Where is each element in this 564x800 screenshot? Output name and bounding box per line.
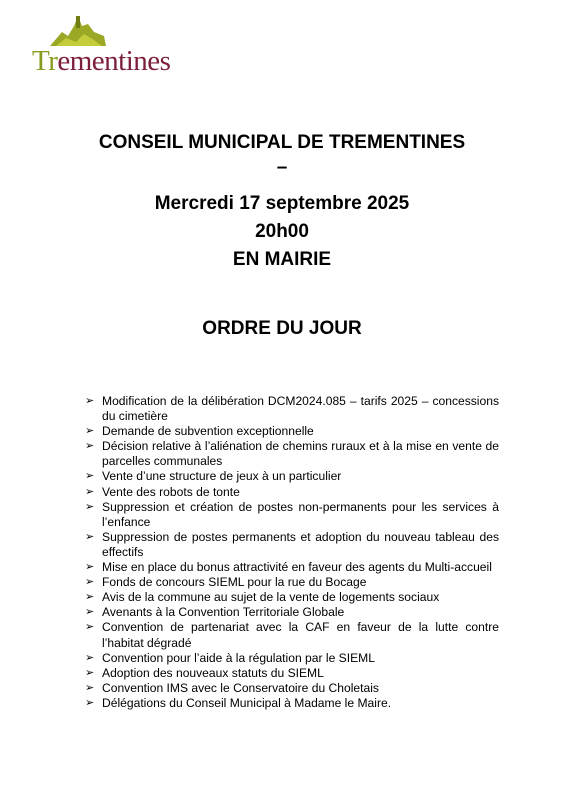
agenda-item	[85, 605, 499, 620]
agenda-item-text: Modification de la délibération DCM2024.085 – tarifs 2025 – concessions du cimetière	[102, 394, 499, 424]
agenda-item	[85, 575, 499, 590]
agenda-item-text: Délégations du Conseil Municipal à Madame le Maire.	[102, 695, 392, 710]
arrow-bullet-icon: ➢	[85, 395, 95, 407]
arrow-bullet-icon: ➢	[85, 651, 95, 664]
arrow-bullet-icon: ➢	[85, 591, 95, 604]
arrow-bullet-icon: ➢	[85, 681, 95, 694]
agenda-item-text: Avenants à la Convention Territoriale Globale	[102, 605, 345, 620]
agenda-item	[85, 439, 499, 469]
agenda-item-text: Convention de partenariat avec la CAF en faveur de la lutte contre l’habitat dégradé	[102, 620, 499, 650]
arrow-bullet-icon: ➢	[85, 606, 95, 619]
agenda-item-text: Suppression et création de postes non-permanents pour les services à l’enfance	[102, 499, 499, 529]
title-dash: –	[276, 157, 288, 178]
arrow-bullet-icon: ➢	[85, 425, 95, 438]
agenda-item	[85, 469, 499, 484]
agenda-title: ORDRE DU JOUR	[202, 318, 362, 339]
meeting-time: 20h00	[255, 221, 309, 242]
agenda-item-text: Fonds de concours SIEML pour la rue du Bocage	[102, 575, 367, 590]
agenda-item-text: Vente des robots de tonte	[102, 484, 240, 499]
logo-text-part1: Tr	[32, 45, 58, 77]
meeting-place: EN MAIRIE	[232, 249, 332, 270]
agenda-item-text: Demande de subvention exceptionnelle	[102, 424, 314, 439]
agenda-item	[85, 590, 499, 605]
agenda-item-text: Mise en place du bonus attractivité en faveur des agents du Multi-accueil	[102, 560, 492, 575]
trementines-logo	[30, 12, 180, 77]
arrow-bullet-icon: ➢	[85, 485, 95, 498]
logo-text-part2: ementines	[57, 45, 171, 77]
agenda-item-text: Décision relative à l’aliénation de chemins ruraux et à la mise en vente de parcelles communales	[102, 439, 499, 469]
agenda-item	[85, 651, 499, 666]
agenda-item	[85, 530, 499, 560]
arrow-bullet-icon: ➢	[85, 696, 95, 709]
agenda-item	[85, 394, 499, 424]
agenda-item	[85, 620, 499, 650]
arrow-bullet-icon: ➢	[85, 666, 95, 679]
arrow-bullet-icon: ➢	[85, 621, 95, 634]
agenda-item-text: Convention IMS avec le Conservatoire du Choletais	[102, 680, 379, 695]
agenda-item	[85, 500, 499, 530]
agenda-item-text: Adoption des nouveaux statuts du SIEML	[102, 665, 324, 680]
arrow-bullet-icon: ➢	[85, 561, 95, 574]
agenda-item	[85, 424, 499, 439]
arrow-bullet-icon: ➢	[85, 576, 95, 589]
agenda-list	[85, 394, 499, 711]
arrow-bullet-icon: ➢	[85, 440, 95, 453]
agenda-item	[85, 681, 499, 696]
agenda-item-text: Avis de la commune au sujet de la vente de logements sociaux	[102, 590, 440, 605]
page-title: CONSEIL MUNICIPAL DE TREMENTINES	[98, 132, 466, 153]
agenda-item-text: Convention pour l’aide à la régulation par le SIEML	[102, 650, 375, 665]
arrow-bullet-icon: ➢	[85, 500, 95, 513]
agenda-item	[85, 485, 499, 500]
agenda-item-text: Vente d’une structure de jeux à un particulier	[102, 469, 342, 484]
header-block	[0, 130, 564, 272]
logo-wordmark	[32, 46, 170, 76]
agenda-item	[85, 560, 499, 575]
agenda-item	[85, 666, 499, 681]
agenda-item	[85, 696, 499, 711]
arrow-bullet-icon: ➢	[85, 530, 95, 543]
agenda-item-text: Suppression de postes permanents et adoption du nouveau tableau des effectifs	[102, 529, 499, 559]
arrow-bullet-icon: ➢	[85, 470, 95, 483]
meeting-date: Mercredi 17 septembre 2025	[154, 193, 410, 214]
